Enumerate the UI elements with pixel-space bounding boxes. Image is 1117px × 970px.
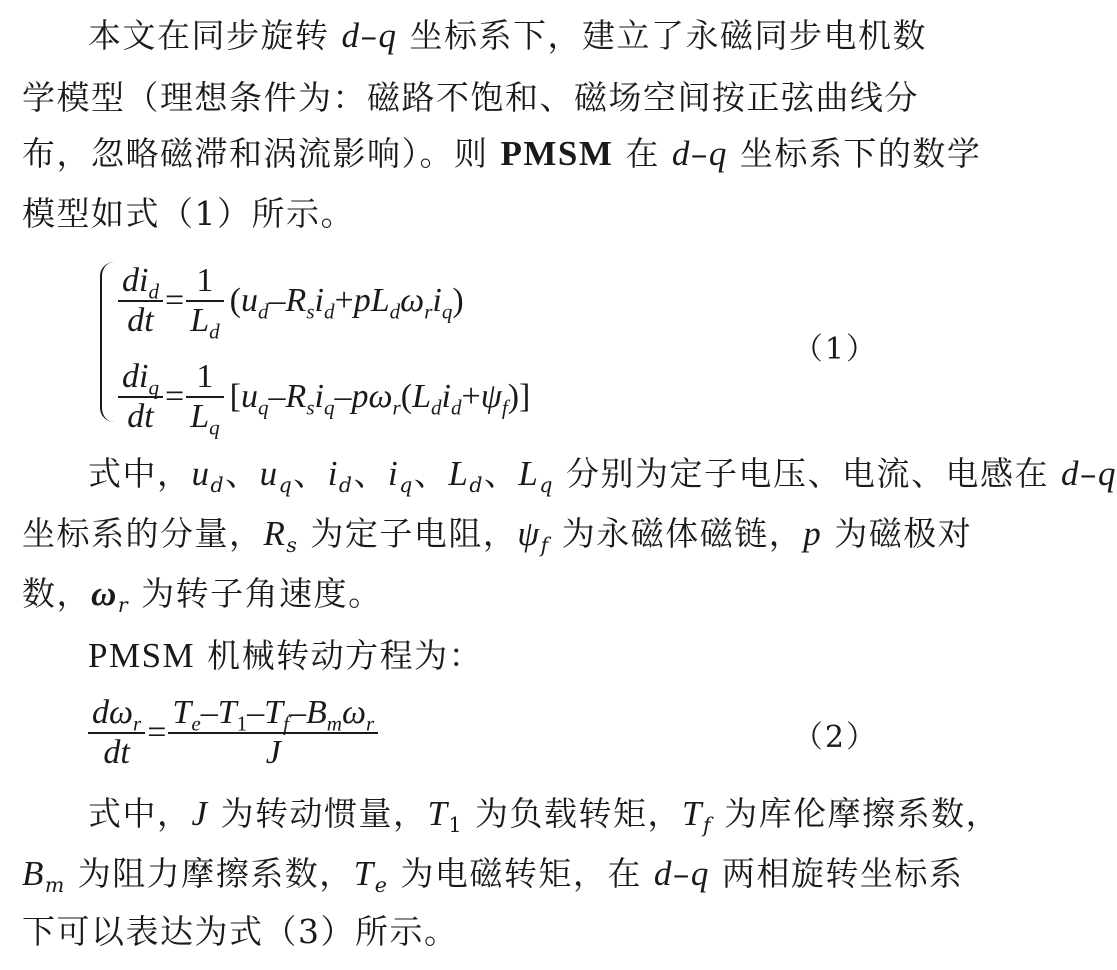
para1-line2: 学模型（理想条件为：磁路不饱和、磁场空间按正弦曲线分	[22, 78, 919, 117]
para1-line4: 模型如式（1）所示。	[22, 194, 355, 233]
para1-line3: 布，忽略磁滞和涡流影响）。则 PMSM 在 d–q 坐标系下的数学	[22, 134, 982, 173]
eq1-number: （1）	[792, 332, 878, 367]
para4-line2: $B_m$ 为阻力摩擦系数，$T_e$ 为电磁转矩，在 d–q 两相旋转坐标系	[22, 854, 964, 898]
para2-line1: 式中，$u_d$、$u_q$、$i_d$、$i_q$、$L_d$、$L_q$ 分别为定子电压、电流、电感在 d–q	[88, 454, 1117, 498]
eq1-row2: $\frac{di_q}{dt}$ = $\frac{1}{L_q}$ $[u_q-R_si_q-p\omega_r(L_di_d+\psi_f)]$	[118, 358, 530, 436]
system-brace	[100, 262, 116, 422]
eq1-row1: $\frac{di_d}{dt}$ = $\frac{1}{L_d}$ $(u_d-R_si_d+pL_d\omega_ri_q)$	[118, 262, 464, 340]
eq2: $\frac{d\omega_r}{dt}$ = $\frac{T_e-T_1-T_f-B_m\omega_r}{J}$	[88, 694, 378, 772]
para2-line3: 数，$\omega_r$ 为转子角速度。	[22, 574, 383, 618]
para3-line1: PMSM 机械转动方程为：	[88, 636, 484, 675]
para2-line2: 坐标系的分量，$R_s$ 为定子电阻，$\psi_f$ 为永磁体磁链，p 为磁极对	[22, 514, 973, 558]
para1-line1: 本文在同步旋转 d–q 坐标系下，建立了永磁同步电机数	[88, 16, 927, 55]
para4-line1: 式中，J 为转动惯量，$T_1$ 为负载转矩，$T_f$ 为库伦摩擦系数，	[88, 794, 1001, 838]
eq2-number: （2）	[792, 720, 878, 755]
para4-line3: 下可以表达为式（3）所示。	[22, 912, 459, 951]
